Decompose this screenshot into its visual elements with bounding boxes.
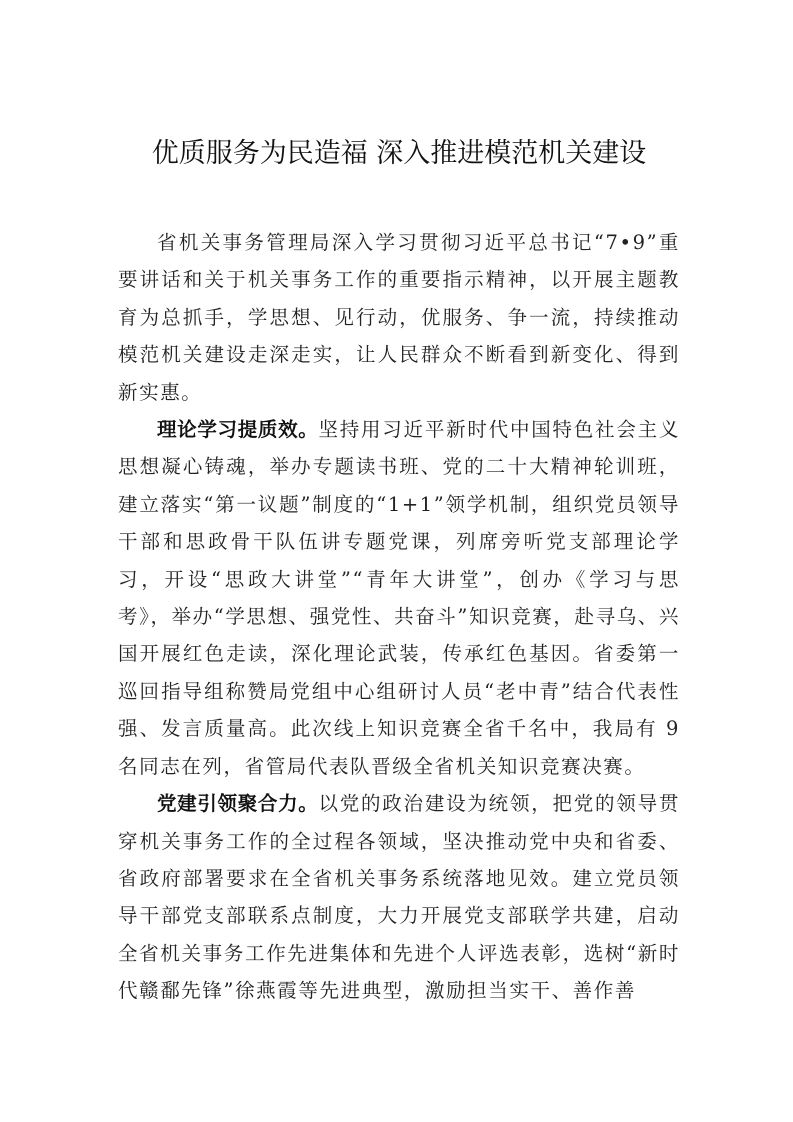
paragraph-lead: 理论学习提质效。 bbox=[157, 418, 319, 442]
document-body bbox=[118, 224, 680, 1010]
paragraph-intro bbox=[118, 224, 680, 411]
document-page bbox=[118, 132, 680, 1010]
paragraph-text: 以党的政治建设为统领，把党的领导贯穿机关事务工作的全过程各领域，坚决推动党中央和省委、省政府部署要求在全省机关事务系统落地见效。建立党员领导干部党支部联系点制度，大力开展党支部联学共建，启动全省机关事务工作先进集体和先进个人评选表彰，选树“新时代赣鄱先锋”徐燕霞等先进典型，激励担当实干、善作善 bbox=[118, 792, 680, 1003]
paragraph-theory-study bbox=[118, 411, 680, 785]
document-title: 优质服务为民造福 深入推进模范机关建设 bbox=[151, 138, 647, 169]
paragraph-party-building bbox=[118, 785, 680, 1009]
paragraph-text: 坚持用习近平新时代中国特色社会主义思想凝心铸魂，举办专题读书班、党的二十大精神轮训班，建立落实“第一议题”制度的“1+1”领学机制，组织党员领导干部和思政骨干队伍讲专题党课，列席旁听党支部理论学习，开设“思政大讲堂”“青年大讲堂”，创办《学习与思考》，举办“学思想、强党性、共奋斗”知识竞赛，赴寻乌、兴国开展红色走读，深化理论武装，传承红色基因。省委第一巡回指导组称赞局党组中心组研讨人员“老中青”结合代表性强、发言质量高。此次线上知识竞赛全省千名中，我局有 9 名同志在列，省管局代表队晋级全省机关知识竞赛决赛。 bbox=[118, 418, 680, 778]
paragraph-text: 省机关事务管理局深入学习贯彻习近平总书记“7•9”重要讲话和关于机关事务工作的重要指示精神，以开展主题教育为总抓手，学思想、见行动，优服务、争一流，持续推动模范机关建设走深走实，让人民群众不断看到新变化、得到新实惠。 bbox=[118, 231, 680, 404]
paragraph-lead: 党建引领聚合力。 bbox=[157, 792, 319, 816]
